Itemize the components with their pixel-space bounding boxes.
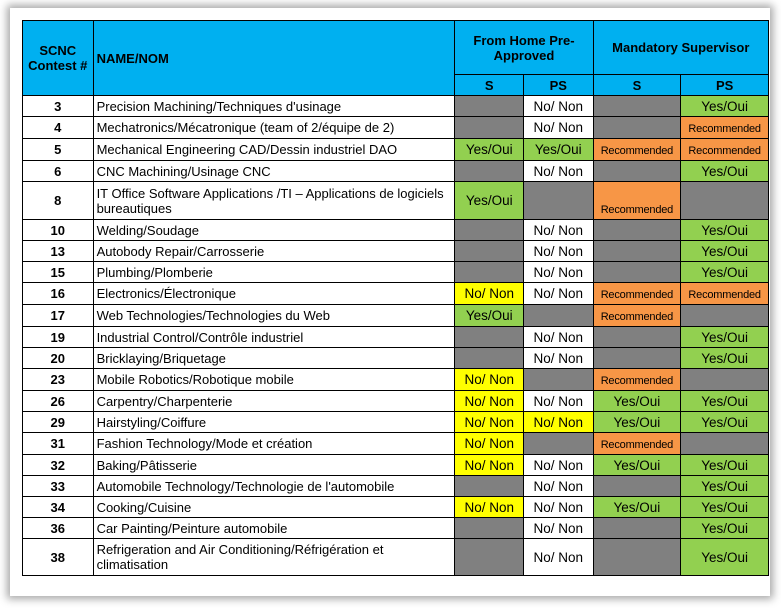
status-cell: No/ Non <box>524 455 594 476</box>
status-cell: No/ Non <box>524 96 594 117</box>
status-cell: Yes/Oui <box>455 139 524 161</box>
status-cell: Yes/Oui <box>681 327 769 348</box>
contest-number-cell: 10 <box>23 220 94 241</box>
subheader-s: S <box>593 75 681 96</box>
status-cell <box>593 348 681 369</box>
table-row <box>23 391 769 412</box>
status-cell: Yes/Oui <box>681 220 769 241</box>
status-cell: No/ Non <box>524 117 594 139</box>
status-cell <box>455 96 524 117</box>
status-cell <box>593 161 681 182</box>
contest-number-cell: 13 <box>23 241 94 262</box>
subheader-s: S <box>455 75 524 96</box>
contest-number-cell: 5 <box>23 139 94 161</box>
table-row <box>23 161 769 182</box>
status-cell: Yes/Oui <box>524 139 594 161</box>
status-cell: No/ Non <box>455 283 524 305</box>
status-cell: No/ Non <box>455 412 524 433</box>
status-cell: Recommended <box>593 283 681 305</box>
status-cell <box>524 305 594 327</box>
contest-name-cell: Bricklaying/Briquetage <box>93 348 455 369</box>
contest-number-cell: 6 <box>23 161 94 182</box>
status-cell: No/ Non <box>524 220 594 241</box>
status-cell: Yes/Oui <box>593 391 681 412</box>
status-cell: No/ Non <box>455 369 524 391</box>
status-cell <box>455 220 524 241</box>
status-cell: Recommended <box>593 305 681 327</box>
table-row <box>23 455 769 476</box>
contest-name-cell: Automobile Technology/Technologie de l'automobile <box>93 476 455 497</box>
table-row <box>23 497 769 518</box>
contest-name-cell: Precision Machining/Techniques d'usinage <box>93 96 455 117</box>
status-cell <box>455 518 524 539</box>
sheet-frame <box>10 8 770 596</box>
status-cell: No/ Non <box>455 455 524 476</box>
table-row <box>23 220 769 241</box>
contest-name-cell: Car Painting/Peinture automobile <box>93 518 455 539</box>
table-row <box>23 412 769 433</box>
table-row <box>23 139 769 161</box>
status-cell <box>455 241 524 262</box>
status-cell <box>524 433 594 455</box>
status-cell: Recommended <box>681 117 769 139</box>
table-row <box>23 305 769 327</box>
table-row <box>23 518 769 539</box>
contest-name-cell: IT Office Software Applications /TI – Applications de logiciels bureautiques <box>93 182 455 220</box>
status-cell: Yes/Oui <box>681 161 769 182</box>
status-cell: Yes/Oui <box>681 348 769 369</box>
status-cell <box>593 518 681 539</box>
contest-name-cell: Fashion Technology/Mode et création <box>93 433 455 455</box>
status-cell <box>593 96 681 117</box>
status-cell <box>681 182 769 220</box>
status-cell <box>593 327 681 348</box>
status-cell: No/ Non <box>524 476 594 497</box>
status-cell: No/ Non <box>524 262 594 283</box>
header-name: NAME/NOM <box>93 21 455 96</box>
status-cell <box>455 161 524 182</box>
status-cell <box>681 433 769 455</box>
table-row <box>23 262 769 283</box>
subheader-ps: PS <box>524 75 594 96</box>
status-cell: Yes/Oui <box>593 497 681 518</box>
status-cell: No/ Non <box>455 391 524 412</box>
status-cell: Recommended <box>593 182 681 220</box>
status-cell: Recommended <box>593 369 681 391</box>
status-cell: Yes/Oui <box>681 262 769 283</box>
contest-number-cell: 38 <box>23 539 94 576</box>
contest-name-cell: Electronics/Électronique <box>93 283 455 305</box>
header-contest-number: SCNC Contest # <box>23 21 94 96</box>
contest-number-cell: 3 <box>23 96 94 117</box>
status-cell: No/ Non <box>524 161 594 182</box>
status-cell: No/ Non <box>524 518 594 539</box>
table-row <box>23 476 769 497</box>
contest-number-cell: 31 <box>23 433 94 455</box>
table-row <box>23 283 769 305</box>
contest-number-cell: 33 <box>23 476 94 497</box>
table-body <box>23 96 769 576</box>
contest-name-cell: Plumbing/Plomberie <box>93 262 455 283</box>
contest-number-cell: 36 <box>23 518 94 539</box>
table-row <box>23 348 769 369</box>
status-cell: Recommended <box>593 139 681 161</box>
table-row <box>23 96 769 117</box>
header-mandatory-supervisor: Mandatory Supervisor <box>593 21 768 75</box>
contest-number-cell: 29 <box>23 412 94 433</box>
contest-name-cell: Industrial Control/Contrôle industriel <box>93 327 455 348</box>
status-cell: Yes/Oui <box>681 455 769 476</box>
contest-name-cell: Mechatronics/Mécatronique (team of 2/équipe de 2) <box>93 117 455 139</box>
table-row <box>23 369 769 391</box>
contest-number-cell: 8 <box>23 182 94 220</box>
header-from-home: From Home Pre-Approved <box>455 21 593 75</box>
status-cell <box>524 369 594 391</box>
table-row <box>23 241 769 262</box>
contest-number-cell: 23 <box>23 369 94 391</box>
contest-number-cell: 32 <box>23 455 94 476</box>
contest-number-cell: 16 <box>23 283 94 305</box>
status-cell <box>593 539 681 576</box>
status-cell <box>681 305 769 327</box>
contest-name-cell: Web Technologies/Technologies du Web <box>93 305 455 327</box>
contest-name-cell: Hairstyling/Coiffure <box>93 412 455 433</box>
status-cell: Yes/Oui <box>455 305 524 327</box>
table-row <box>23 327 769 348</box>
status-cell: No/ Non <box>524 497 594 518</box>
status-cell: Yes/Oui <box>681 412 769 433</box>
subheader-ps: PS <box>681 75 769 96</box>
contest-name-cell: Mobile Robotics/Robotique mobile <box>93 369 455 391</box>
status-cell <box>681 369 769 391</box>
contest-number-cell: 34 <box>23 497 94 518</box>
contest-number-cell: 19 <box>23 327 94 348</box>
status-cell <box>593 220 681 241</box>
status-cell: Yes/Oui <box>455 182 524 220</box>
contest-name-cell: Refrigeration and Air Conditioning/Réfrigération et climatisation <box>93 539 455 576</box>
status-cell: No/ Non <box>524 348 594 369</box>
status-cell <box>593 476 681 497</box>
status-cell: Yes/Oui <box>681 241 769 262</box>
status-cell <box>455 262 524 283</box>
status-cell: Yes/Oui <box>681 539 769 576</box>
status-cell: Yes/Oui <box>593 412 681 433</box>
status-cell <box>455 327 524 348</box>
contest-number-cell: 26 <box>23 391 94 412</box>
contest-name-cell: Baking/Pâtisserie <box>93 455 455 476</box>
status-cell: No/ Non <box>524 412 594 433</box>
status-cell: No/ Non <box>455 433 524 455</box>
status-cell: Yes/Oui <box>681 497 769 518</box>
table-row <box>23 182 769 220</box>
contest-name-cell: Cooking/Cuisine <box>93 497 455 518</box>
status-cell <box>524 182 594 220</box>
status-cell: No/ Non <box>455 497 524 518</box>
contest-name-cell: CNC Machining/Usinage CNC <box>93 161 455 182</box>
table-row <box>23 117 769 139</box>
status-cell <box>455 476 524 497</box>
contest-number-cell: 15 <box>23 262 94 283</box>
contest-number-cell: 20 <box>23 348 94 369</box>
status-cell <box>593 262 681 283</box>
contest-name-cell: Carpentry/Charpenterie <box>93 391 455 412</box>
contest-name-cell: Autobody Repair/Carrosserie <box>93 241 455 262</box>
contest-number-cell: 4 <box>23 117 94 139</box>
status-cell: Yes/Oui <box>681 96 769 117</box>
contest-name-cell: Welding/Soudage <box>93 220 455 241</box>
contest-table <box>22 20 769 576</box>
status-cell: No/ Non <box>524 283 594 305</box>
status-cell <box>455 539 524 576</box>
status-cell <box>593 241 681 262</box>
contest-name-cell: Mechanical Engineering CAD/Dessin industriel DAO <box>93 139 455 161</box>
status-cell: No/ Non <box>524 391 594 412</box>
status-cell: No/ Non <box>524 327 594 348</box>
status-cell: No/ Non <box>524 539 594 576</box>
table-row <box>23 539 769 576</box>
status-cell: Recommended <box>593 433 681 455</box>
status-cell: Recommended <box>681 283 769 305</box>
contest-number-cell: 17 <box>23 305 94 327</box>
status-cell: No/ Non <box>524 241 594 262</box>
status-cell <box>593 117 681 139</box>
status-cell: Yes/Oui <box>681 518 769 539</box>
table-row <box>23 433 769 455</box>
status-cell <box>455 117 524 139</box>
status-cell: Yes/Oui <box>681 476 769 497</box>
status-cell: Yes/Oui <box>681 391 769 412</box>
status-cell <box>455 348 524 369</box>
status-cell: Yes/Oui <box>593 455 681 476</box>
status-cell: Recommended <box>681 139 769 161</box>
